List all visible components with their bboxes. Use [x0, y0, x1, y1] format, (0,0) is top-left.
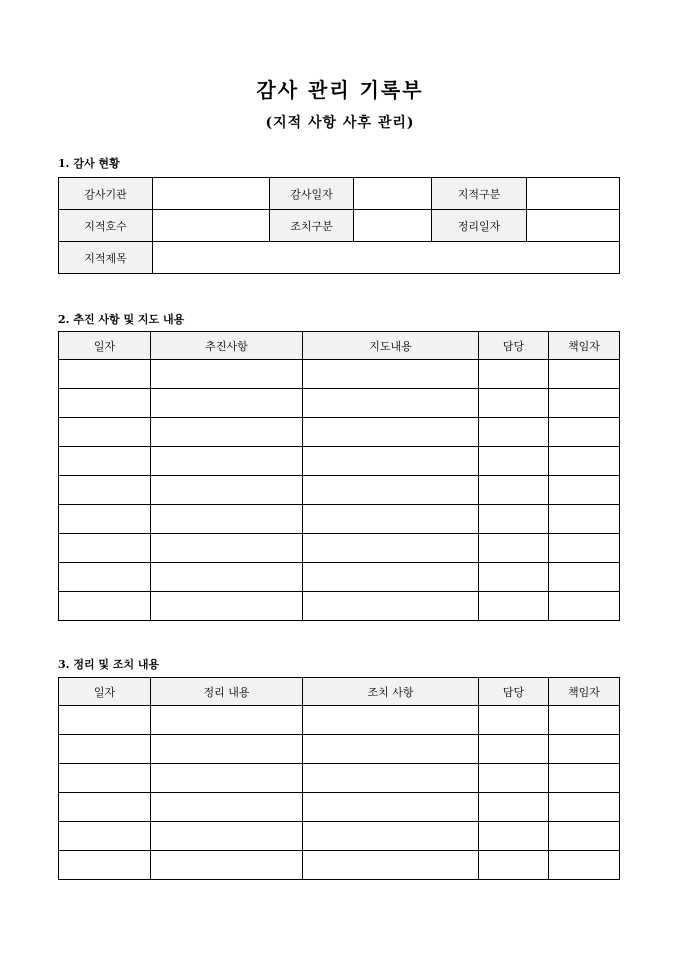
- table-cell[interactable]: [59, 563, 151, 592]
- table-row: [59, 735, 620, 764]
- table-cell[interactable]: [549, 360, 620, 389]
- section2-heading: 2. 추진 사항 및 지도 내용: [58, 313, 185, 326]
- table-cell[interactable]: [479, 418, 549, 447]
- table-cell[interactable]: [303, 563, 479, 592]
- table-cell[interactable]: [549, 418, 620, 447]
- col-action-header: 조치 사항: [303, 678, 479, 706]
- table-header-row: [59, 332, 620, 360]
- table-cell[interactable]: [479, 360, 549, 389]
- table-cell[interactable]: [303, 389, 479, 418]
- table-cell[interactable]: [151, 534, 303, 563]
- table-cell[interactable]: [59, 505, 151, 534]
- finding-type-label: 지적구분: [432, 178, 527, 210]
- table-cell[interactable]: [151, 563, 303, 592]
- table-cell[interactable]: [549, 476, 620, 505]
- table-cell[interactable]: [151, 764, 303, 793]
- table-cell[interactable]: [549, 764, 620, 793]
- table-cell[interactable]: [303, 592, 479, 621]
- table-cell[interactable]: [303, 851, 479, 880]
- table-cell[interactable]: [549, 563, 620, 592]
- table-cell[interactable]: [549, 822, 620, 851]
- table-cell[interactable]: [549, 793, 620, 822]
- table-row: [59, 505, 620, 534]
- finding-title-label: 지적제목: [59, 242, 153, 274]
- settle-date-field[interactable]: [527, 210, 620, 242]
- col-date-header: 일자: [59, 678, 151, 706]
- table-row: [59, 210, 620, 242]
- agency-field[interactable]: [153, 178, 270, 210]
- table-cell[interactable]: [151, 592, 303, 621]
- table-cell[interactable]: [151, 851, 303, 880]
- table-cell[interactable]: [479, 505, 549, 534]
- table-row: [59, 418, 620, 447]
- table-header-row: [59, 678, 620, 706]
- col-charge-header: 담당: [479, 332, 549, 360]
- table-cell[interactable]: [59, 389, 151, 418]
- settle-date-label: 정리일자: [432, 210, 527, 242]
- table-cell[interactable]: [479, 735, 549, 764]
- table-cell[interactable]: [479, 534, 549, 563]
- table-cell[interactable]: [303, 735, 479, 764]
- table-cell[interactable]: [151, 822, 303, 851]
- table-cell[interactable]: [303, 447, 479, 476]
- action-type-field[interactable]: [354, 210, 432, 242]
- table-cell[interactable]: [479, 476, 549, 505]
- table-cell[interactable]: [549, 735, 620, 764]
- table-row: [59, 851, 620, 880]
- table-cell[interactable]: [303, 822, 479, 851]
- table-row: [59, 764, 620, 793]
- audit-date-field[interactable]: [354, 178, 432, 210]
- table-cell[interactable]: [549, 505, 620, 534]
- table-row: [59, 793, 620, 822]
- table-cell[interactable]: [151, 389, 303, 418]
- table-cell[interactable]: [549, 389, 620, 418]
- table-cell[interactable]: [151, 418, 303, 447]
- table-cell[interactable]: [303, 505, 479, 534]
- page-subtitle: (지적 사항 사후 관리): [265, 115, 415, 131]
- table-cell[interactable]: [303, 793, 479, 822]
- table-cell[interactable]: [549, 534, 620, 563]
- table-cell[interactable]: [303, 360, 479, 389]
- table-cell[interactable]: [303, 764, 479, 793]
- table-row: [59, 447, 620, 476]
- finding-type-field[interactable]: [527, 178, 620, 210]
- finding-no-label: 지적호수: [59, 210, 153, 242]
- progress-table: [58, 331, 620, 621]
- col-settlement-header: 정리 내용: [151, 678, 303, 706]
- table-cell[interactable]: [59, 822, 151, 851]
- table-cell[interactable]: [151, 447, 303, 476]
- table-cell[interactable]: [59, 592, 151, 621]
- table-cell[interactable]: [151, 476, 303, 505]
- table-cell[interactable]: [549, 592, 620, 621]
- table-cell[interactable]: [479, 822, 549, 851]
- table-cell[interactable]: [151, 706, 303, 735]
- table-cell[interactable]: [59, 418, 151, 447]
- table-cell[interactable]: [479, 563, 549, 592]
- table-row: [59, 242, 620, 274]
- table-cell[interactable]: [151, 505, 303, 534]
- table-cell[interactable]: [151, 735, 303, 764]
- table-cell[interactable]: [479, 447, 549, 476]
- table-cell[interactable]: [479, 706, 549, 735]
- audit-date-label: 감사일자: [270, 178, 354, 210]
- section3-heading: 3. 정리 및 조치 내용: [58, 658, 160, 671]
- table-cell[interactable]: [59, 360, 151, 389]
- table-cell[interactable]: [479, 389, 549, 418]
- settlement-table: [58, 677, 620, 880]
- table-row: [59, 389, 620, 418]
- action-type-label: 조치구분: [270, 210, 354, 242]
- table-cell[interactable]: [59, 447, 151, 476]
- finding-title-field[interactable]: [153, 242, 620, 274]
- table-row: [59, 592, 620, 621]
- table-cell[interactable]: [549, 447, 620, 476]
- table-cell[interactable]: [479, 793, 549, 822]
- table-row: [59, 476, 620, 505]
- col-guidance-header: 지도내용: [303, 332, 479, 360]
- table-cell[interactable]: [303, 476, 479, 505]
- table-cell[interactable]: [59, 851, 151, 880]
- col-manager-header: 책임자: [549, 332, 620, 360]
- table-row: [59, 534, 620, 563]
- table-row: [59, 360, 620, 389]
- table-cell[interactable]: [303, 418, 479, 447]
- table-cell[interactable]: [549, 706, 620, 735]
- table-cell[interactable]: [59, 793, 151, 822]
- col-date-header: 일자: [59, 332, 151, 360]
- table-cell[interactable]: [151, 360, 303, 389]
- table-row: [59, 706, 620, 735]
- finding-no-field[interactable]: [153, 210, 270, 242]
- table-cell[interactable]: [151, 793, 303, 822]
- audit-status-table: [58, 177, 620, 274]
- col-manager-header: 책임자: [549, 678, 620, 706]
- table-row: [59, 178, 620, 210]
- table-cell[interactable]: [59, 735, 151, 764]
- col-progress-header: 추진사항: [151, 332, 303, 360]
- table-cell[interactable]: [59, 476, 151, 505]
- section1-heading: 1. 감사 현황: [58, 157, 120, 170]
- table-row: [59, 822, 620, 851]
- table-cell[interactable]: [59, 706, 151, 735]
- table-cell[interactable]: [479, 851, 549, 880]
- page-title: 감사 관리 기록부: [256, 78, 424, 102]
- table-cell[interactable]: [59, 764, 151, 793]
- col-charge-header: 담당: [479, 678, 549, 706]
- table-row: [59, 563, 620, 592]
- table-cell[interactable]: [59, 534, 151, 563]
- table-cell[interactable]: [549, 851, 620, 880]
- table-cell[interactable]: [479, 764, 549, 793]
- agency-label: 감사기관: [59, 178, 153, 210]
- table-cell[interactable]: [303, 534, 479, 563]
- table-cell[interactable]: [303, 706, 479, 735]
- table-cell[interactable]: [479, 592, 549, 621]
